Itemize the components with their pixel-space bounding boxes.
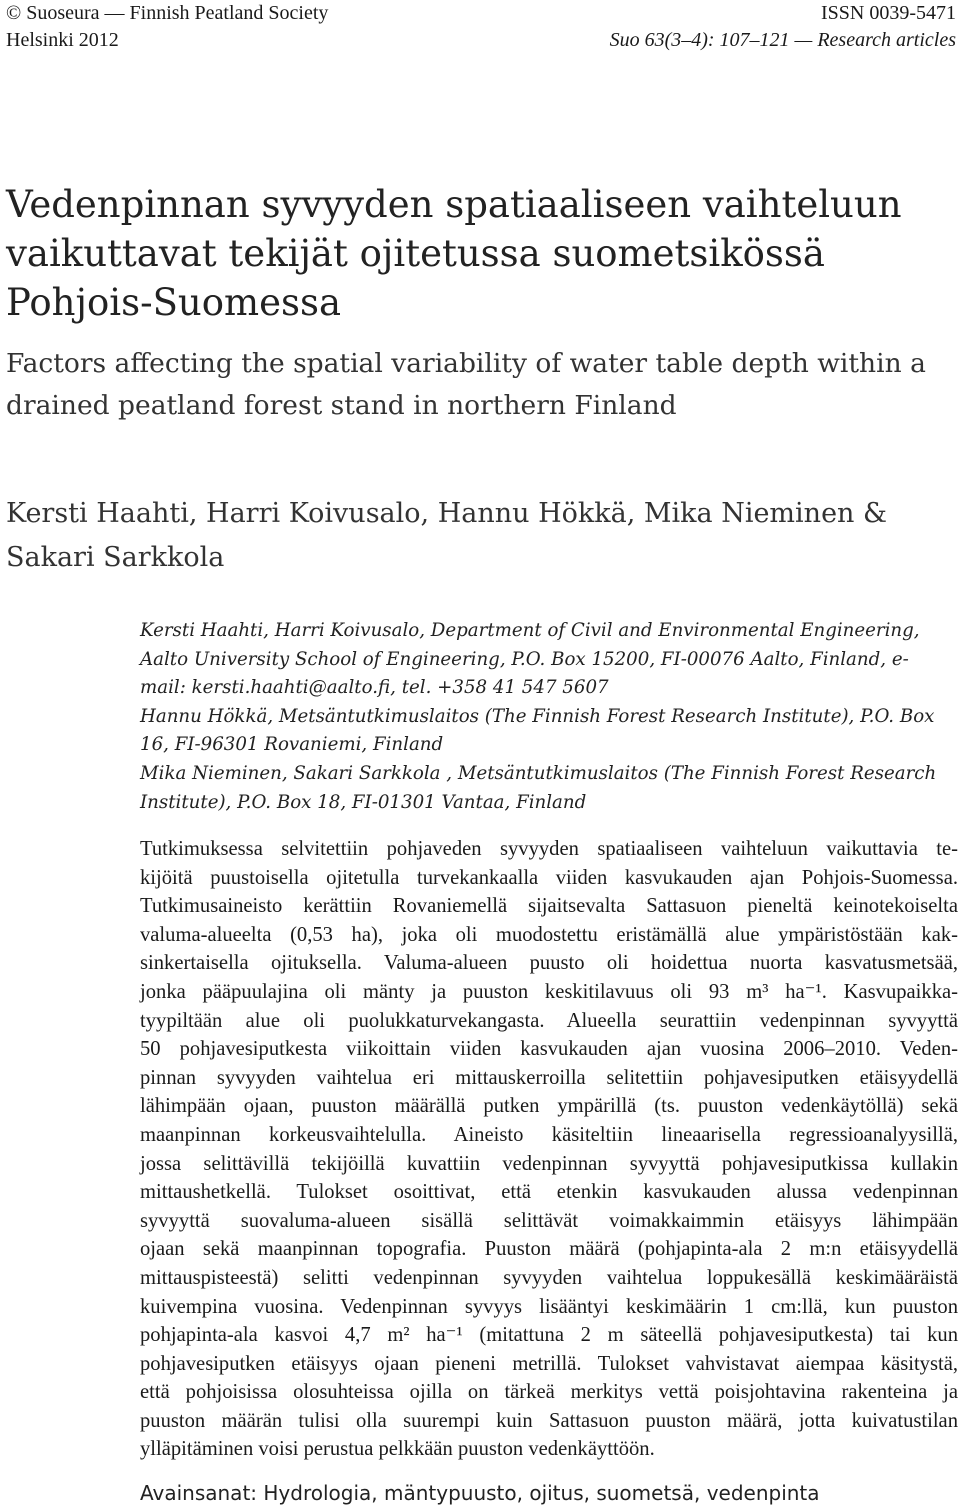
- article-subtitle: [6, 343, 936, 427]
- abstract-line: 50 pohjavesiputkesta viikoittain viiden kasvukauden ajan vuosina 2006–2010. Veden-: [140, 1038, 958, 1061]
- abstract-line: Tutkimusaineisto kerättiin Rovaniemellä sijaitsevalta Sattasuon pieneltä keinotekoiselta: [140, 895, 958, 918]
- abstract-line: kijöitä puustoisella ojitetulla turvekankaalla viiden kasvukauden ajan Pohjois-Suomessa.: [140, 866, 958, 889]
- affiliation-line: 16, FI-96301 Rovaniemi, Finland: [140, 734, 444, 756]
- abstract: [140, 835, 958, 1464]
- authors-line: Sakari Sarkkola: [6, 542, 225, 573]
- title-line: Vedenpinnan syvyyden spatiaaliseen vaihteluun: [6, 183, 902, 226]
- article-title: [6, 180, 946, 327]
- abstract-line: jonka pääpuulajina oli mänty ja puuston keskitilavuus oli 93 m³ ha⁻¹. Kasvupaikka-: [140, 980, 958, 1003]
- abstract-line: että pohjoisissa olosuhteissa ojilla on tärkeä merkitys vettä poisjohtavina rakenteina ja: [140, 1381, 958, 1404]
- keywords: Avainsanat: Hydrologia, mäntypuusto, ojitus, suometsä, vedenpinta: [140, 1481, 820, 1505]
- abstract-line: tyypiltään alue oli puolukkaturvekangasta. Alueella seurattiin vedenpinnan syvyyttä: [140, 1009, 958, 1032]
- affiliations: [140, 617, 960, 817]
- title-line: vaikuttavat tekijät ojitetussa suometsikössä: [6, 232, 825, 275]
- abstract-line: mittaushetkellä. Tulokset osoittivat, että etenkin kasvukauden alussa vedenpinnan: [140, 1181, 958, 1204]
- abstract-line: pohjavesiputken etäisyys ojaan pieneni metrillä. Tulokset vahvistavat aiempaa käsitystä,: [140, 1352, 958, 1375]
- place-year-line: Helsinki 2012: [6, 29, 119, 51]
- affiliation-line: Hannu Hökkä, Metsäntutkimuslaitos (The Finnish Forest Research Institute), P.O. Box: [140, 705, 935, 727]
- affiliation-line: Kersti Haahti, Harri Koivusalo, Department of Civil and Environmental Engineering,: [140, 620, 920, 641]
- affiliation-line: Aalto University School of Engineering, P.O. Box 15200, FI-00076 Aalto, Finland, e-: [140, 648, 909, 670]
- issn-line: ISSN 0039-5471: [820, 2, 956, 24]
- running-header-left: [6, 0, 328, 54]
- author-list: [6, 492, 936, 580]
- affiliation-line: Institute), P.O. Box 18, FI-01301 Vantaa, Finland: [140, 791, 587, 813]
- abstract-line: pohjapinta-ala kasvoi 4,7 m² ha⁻¹ (mitattuna 2 m säteellä pohjavesiputkesta) tai kun: [140, 1324, 958, 1347]
- abstract-line: puuston määrän tulisi olla suurempi kuin Sattasuon puuston määrä, jotta kuivatustilan: [140, 1409, 958, 1432]
- abstract-line: syvyyttä suovaluma-alueen sisällä selittävät voimakkaimmin etäisyys lähimpään: [140, 1209, 958, 1232]
- title-line: Pohjois-Suomessa: [6, 281, 342, 324]
- subtitle-line: drained peatland forest stand in northern Finland: [6, 390, 677, 421]
- abstract-line: maanpinnan korkeusvaihtelulla. Aineisto käsiteltiin lineaarisella regressioanalyysillä,: [140, 1123, 958, 1146]
- subtitle-line: Factors affecting the spatial variability of water table depth within a: [6, 348, 926, 379]
- citation-line: Suo 63(3–4): 107–121 — Research articles: [609, 29, 956, 51]
- abstract-line: ojaan sekä maanpinnan topografia. Puuston määrä (pohjapinta-ala 2 m:n etäisyydellä: [140, 1238, 958, 1261]
- running-header-right: [610, 0, 956, 54]
- abstract-line: valuma-alueelta (0,53 ha), joka oli muodostettu eristämällä alue ympäristöstään kak-: [140, 923, 958, 946]
- abstract-line: sinkertaisella ojituksella. Valuma-alueen puusto oli hoidettua nuorta kasvatusmetsää,: [140, 952, 958, 975]
- affiliation-line: Mika Nieminen, Sakari Sarkkola , Metsäntutkimuslaitos (The Finnish Forest Research: [140, 762, 937, 784]
- abstract-line: mittauspisteestä) selitti vedenpinnan syvyyden vaihtelua loppukesällä keskimääräistä: [140, 1266, 958, 1289]
- affiliation-line: mail: kersti.haahti@aalto.fi, tel. +358 41 547 5607: [140, 677, 609, 699]
- abstract-line: ylläpitäminen voisi perustua pelkkään puuston vedenkäyttöön.: [140, 1438, 655, 1461]
- abstract-line: lähimpään ojaan, puuston määrällä putken ympärillä (ts. puuston vedenkäytöllä) sekä: [140, 1095, 958, 1118]
- abstract-line: Tutkimuksessa selvitettiin pohjaveden syvyyden spatiaaliseen vaihteluun vaikuttavia te-: [140, 838, 958, 860]
- publisher-line: © Suoseura — Finnish Peatland Society: [6, 2, 329, 24]
- authors-line: Kersti Haahti, Harri Koivusalo, Hannu Hökkä, Mika Nieminen &: [6, 498, 888, 529]
- abstract-line: jossa selittävillä tekijöillä kuvattiin vedenpinnan syvyyttä pohjavesiputkissa kullakin: [140, 1152, 958, 1175]
- abstract-line: pinnan syvyyden vaihtelua eri mittauskerroilla selitettiin pohjavesiputken etäisyydellä: [140, 1066, 958, 1089]
- abstract-line: kuivempina vuosina. Vedenpinnan syvyys lisääntyi keskimäärin 1 cm:llä, kun puuston: [140, 1295, 958, 1318]
